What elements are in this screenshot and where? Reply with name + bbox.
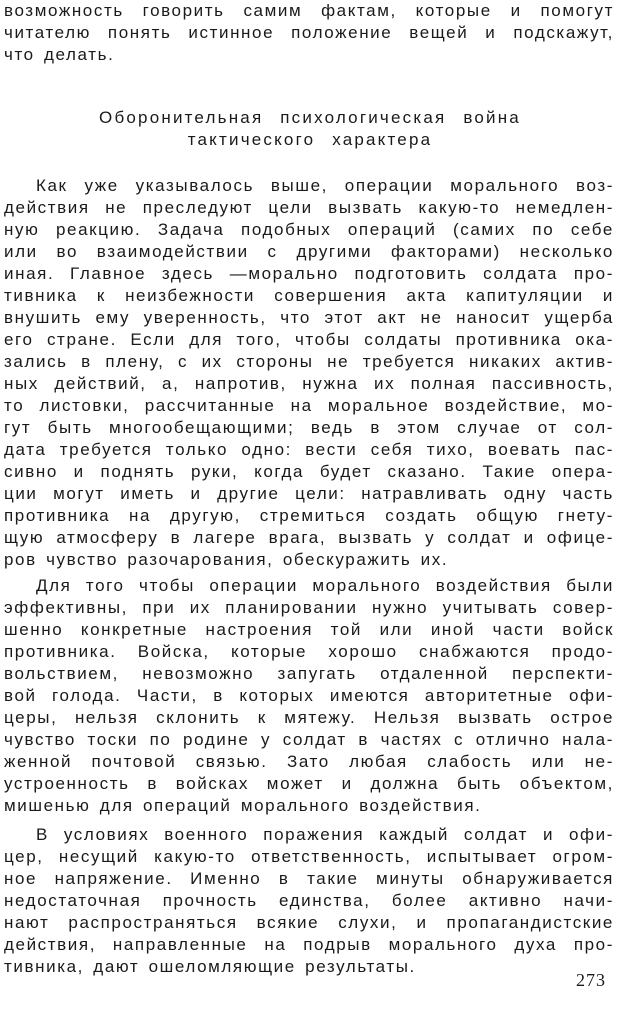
paragraph-1-line: или во взаимодействии с другими факторами) несколько	[4, 242, 614, 261]
paragraph-1-line: внушить ему уверенность, что этот акт не наносит ущерба	[4, 308, 614, 327]
paragraph-1-line: тивника к неизбежности совершения акта капитуляции и	[4, 286, 614, 305]
paragraph-2-line: шенно конкретные настроения той или иной части войск	[4, 620, 614, 639]
intro-line: возможность говорить самим фактам, которые и помогут	[4, 1, 614, 20]
paragraph-3-line: В условиях военного поражения каждый солдат и офи-	[36, 825, 614, 844]
paragraph-1-line: гут быть многообещающими; ведь в этом случае от сол-	[4, 418, 614, 437]
paragraph-1-line: Как уже указывалось выше, операции морального воз-	[36, 176, 614, 195]
paragraph-1-line: противника на другую, стремиться создать общую гнету-	[4, 506, 614, 525]
section-heading-line: Оборонительная психологическая война	[99, 108, 521, 127]
paragraph-3-line: ное напряжение. Именно в такие минуты обнаруживается	[4, 869, 614, 888]
page-number: 273	[576, 970, 606, 990]
paragraph-1-line: ции могут иметь и другие цели: натравливать одну часть	[4, 484, 614, 503]
paragraph-3-line: недостаточная прочность единства, более активно начи-	[4, 891, 614, 910]
paragraph-3-line: действия, направленные на подрыв морального духа про-	[4, 935, 614, 954]
paragraph-1-line: действия не преследуют цели вызвать какую-то немедлен-	[4, 198, 614, 217]
paragraph-2-line: противника. Войска, которые хорошо снабжаются продо-	[4, 642, 614, 661]
paragraph-2-line: эффективны, при их планировании нужно учитывать совер-	[4, 598, 614, 617]
paragraph-2-line: чувство тоски по родине у солдат в частях с отлично нала-	[4, 730, 614, 749]
paragraph-1-line: щую атмосферу в лагере врага, вызвать у солдат и офице-	[4, 528, 614, 547]
intro-line: что делать.	[4, 45, 115, 64]
paragraph-3-line: цер, несущий какую-то ответственность, испытывает огром-	[4, 847, 614, 866]
paragraph-1-line: ных действий, а, напротив, нужна их полная пассивность,	[4, 374, 614, 393]
paragraph-1-line: сивно и поднять руки, когда будет сказано. Такие опера-	[4, 462, 614, 481]
paragraph-1-line: зались в плену, с их стороны не требуется никаких актив-	[4, 352, 614, 371]
paragraph-2-line: вой голода. Части, в которых имеются авторитетные офи-	[4, 686, 614, 705]
paragraph-1-line: то листовки, рассчитанные на моральное воздействие, мо-	[4, 396, 614, 415]
paragraph-1-line: иная. Главное здесь —морально подготовить солдата про-	[4, 264, 614, 283]
paragraph-2-line: вольствием, невозможно запугать отдаленной перспекти-	[4, 664, 614, 683]
paragraph-1-line: его стране. Если для того, чтобы солдаты противника ока-	[4, 330, 614, 349]
paragraph-2-line: Для того чтобы операции морального воздействия были	[36, 576, 614, 595]
section-heading-line: тактического характера	[187, 130, 433, 149]
paragraph-2-line: устроенность в войсках может и должна быть объектом,	[4, 774, 614, 793]
paragraph-3-line: тивника, дают ошеломляющие результаты.	[4, 957, 416, 976]
paragraph-1-line: дата требуется только одно: вести себя тихо, воевать пас-	[4, 440, 614, 459]
paragraph-1-line: ную реакцию. Задача подобных операций (самих по себе	[4, 220, 614, 239]
paragraph-1-line: ров чувство разочарования, обескуражить их.	[4, 550, 449, 569]
paragraph-2-line: церы, нельзя склонить к мятежу. Нельзя вызвать острое	[4, 708, 614, 727]
intro-line: читателю понять истинное положение вещей и подскажут,	[4, 23, 614, 42]
paragraph-2-line: мишенью для операций морального воздействия.	[4, 796, 482, 815]
paragraph-3-line: нают распространяться всякие слухи, и пропагандистские	[4, 913, 614, 932]
paragraph-2-line: женной почтовой связью. Зато любая слабость или не-	[4, 752, 614, 771]
